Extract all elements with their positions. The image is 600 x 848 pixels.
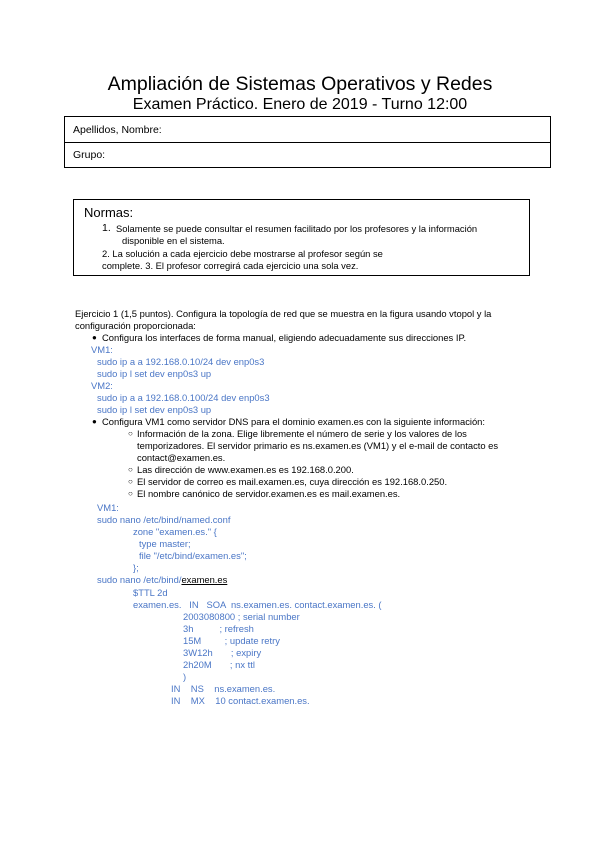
name-label: Apellidos, Nombre: [73, 124, 162, 136]
sub-item-www: ○ Las dirección de www.examen.es es 192.168.0.200. [137, 464, 354, 475]
bullet-manual-interfaces: ● Configura los interfaces de forma manual, eligiendo adecuadamente sus direcciones IP. [102, 332, 466, 343]
vm2-label: VM2: [91, 380, 113, 391]
code-type-line: type master; [139, 538, 191, 549]
code-zone-line: zone "examen.es." { [133, 526, 217, 537]
sub-item-zone-info-line-1: ○ Información de la zona. Elige libremente el número de serie y los valores de los [137, 428, 467, 439]
bullet-dns-server: ● Configura VM1 como servidor DNS para el dominio examen.es con la siguiente información: [102, 416, 485, 427]
group-label: Grupo: [73, 149, 106, 161]
rules-heading: Normas: [84, 205, 134, 220]
rule-1-line-2: disponible en el sistema. [122, 235, 225, 246]
code-retry-line: 15M ; update retry [183, 635, 280, 646]
code-expiry-line: 3W12h ; expiry [183, 647, 262, 658]
group-row [65, 143, 550, 168]
code-nano-zone-file [97, 574, 227, 585]
sub-item-mail: ○ El servidor de correo es mail.examen.es, cuya dirección es 192.168.0.250. [137, 476, 447, 487]
code-refresh-line: 3h ; refresh [183, 623, 254, 634]
vm1-command-2: sudo ip l set dev enp0s3 up [97, 368, 212, 379]
rule-2-line-2: complete. 3. El profesor corregirá cada ejercicio una sola vez. [102, 260, 359, 271]
rule-2-line-1: 2. La solución a cada ejercicio debe mostrarse al profesor según se [102, 248, 383, 259]
code-nx-ttl-line: 2h20M ; nx ttl [183, 659, 255, 670]
code-nano-path: sudo nano /etc/bind/ [97, 574, 182, 585]
vm2-command-1: sudo ip a a 192.168.0.100/24 dev enp0s3 [97, 392, 270, 403]
page-title: Ampliación de Sistemas Operativos y Redes [107, 73, 493, 95]
exercise-1-intro-line-2: configuración proporcionada: [75, 320, 196, 331]
code-close-brace: }; [133, 562, 139, 573]
code-close-paren: ) [183, 671, 187, 682]
code-zone-filename: examen.es [181, 574, 228, 585]
sub-item-zone-info-line-3: contact@examen.es. [137, 452, 226, 463]
code-ttl-line: $TTL 2d [133, 587, 168, 598]
code-soa-line: examen.es. IN SOA ns.examen.es. contact.examen.es. ( [133, 599, 382, 610]
code-nano-named-conf: sudo nano /etc/bind/named.conf [97, 514, 231, 525]
code-mx-record: IN MX 10 contact.examen.es. [171, 695, 310, 706]
vm1-command-1: sudo ip a a 192.168.0.10/24 dev enp0s3 [97, 356, 265, 367]
student-info-table [64, 116, 551, 168]
rules-box [73, 199, 530, 276]
rule-1-number: 1. [102, 222, 111, 234]
code-serial-line: 2003080800 ; serial number [183, 611, 300, 622]
name-row [65, 117, 550, 143]
sub-item-cname: ○ El nombre canónico de servidor.examen.es es mail.examen.es. [137, 488, 400, 499]
exercise-1-intro-line-1: Ejercicio 1 (1,5 puntos). Configura la topología de red que se muestra en la figura usando vtopol y la [75, 308, 492, 319]
code-file-line: file "/etc/bind/examen.es"; [139, 550, 247, 561]
code-vm1-label: VM1: [97, 502, 119, 513]
vm1-label: VM1: [91, 344, 113, 355]
rule-1-line-1: Solamente se puede consultar el resumen facilitado por los profesores y la información [116, 223, 478, 234]
sub-item-zone-info-line-2: temporizadores. El servidor primario es ns.examen.es (VM1) y el e-mail de contacto es [137, 440, 499, 451]
code-ns-record: IN NS ns.examen.es. [171, 683, 276, 694]
page-subtitle: Examen Práctico. Enero de 2019 - Turno 12:00 [132, 96, 468, 113]
vm2-command-2: sudo ip l set dev enp0s3 up [97, 404, 212, 415]
